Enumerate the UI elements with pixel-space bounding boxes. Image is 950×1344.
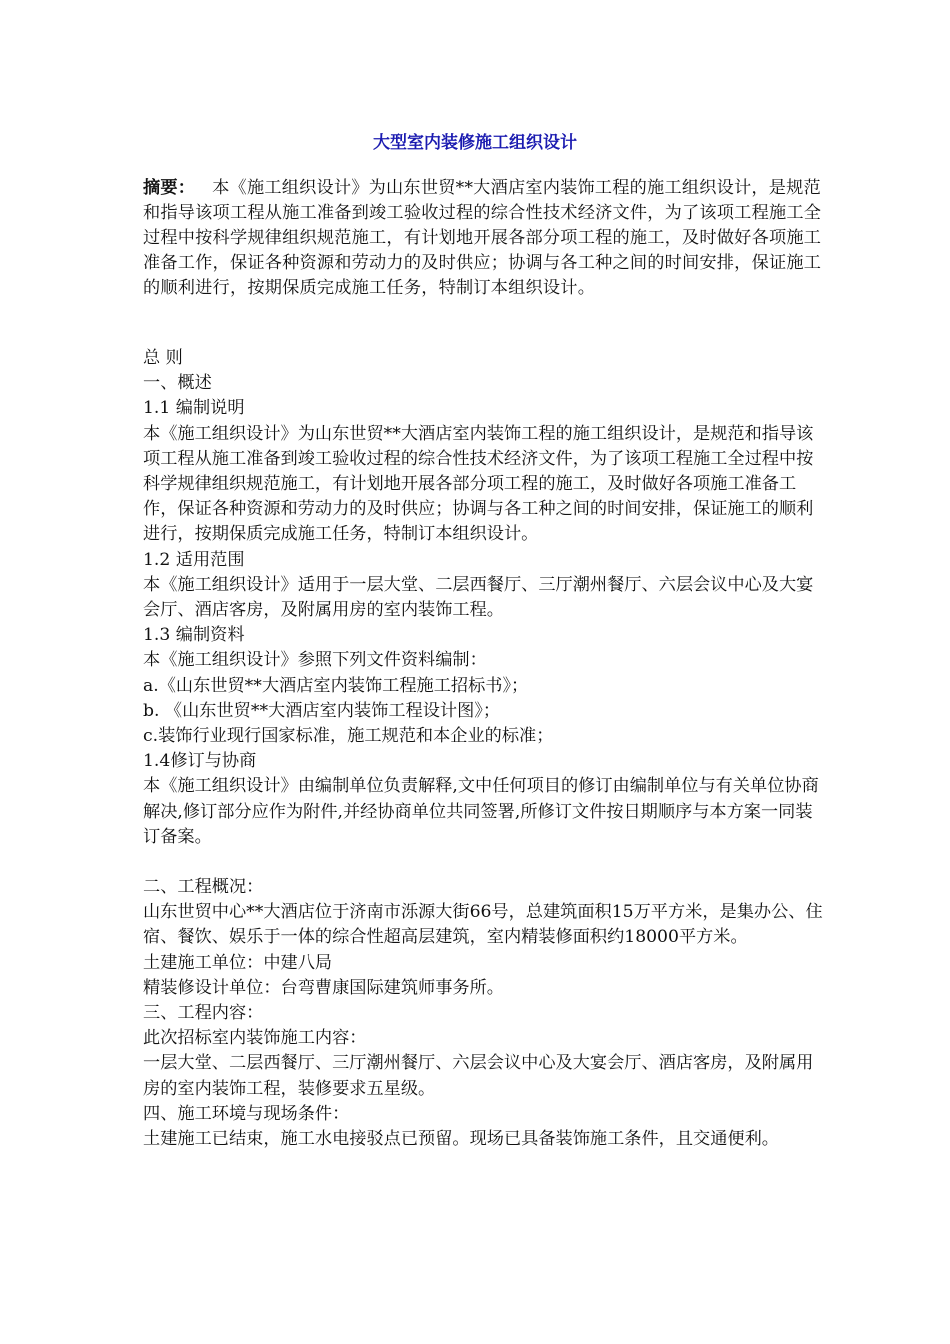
abstract-label: 摘要：	[143, 178, 196, 198]
section-1-3-heading: 1.3 编制资料	[143, 625, 245, 646]
section-1-2-heading: 1.2 适用范围	[143, 549, 245, 570]
section-3-text: 一层大堂、二层西餐厅、三厅潮州餐厅、六层会议中心及大宴会厅、酒店客房，及附属用房的室内装饰工程，装修要求五星级。	[143, 1053, 814, 1099]
general-heading: 总 则	[143, 348, 183, 368]
section-2-contractor: 土建施工单位：中建八局	[143, 952, 333, 973]
section-1-4-text: 本《施工组织设计》由编制单位负责解释,文中任何项目的修订由编制单位与有关单位协商解决,修订部分应作为附件,并经协商单位共同签署,所修订文件按日期顺序与本方案一同装订备案。	[143, 776, 819, 847]
reference-item-b: b. 《山东世贸**大酒店室内装饰工程设计图》；	[143, 700, 501, 721]
abstract-paragraph	[143, 176, 823, 301]
section-2-designer: 精装修设计单位：台弯曹康国际建筑师事务所。	[143, 977, 504, 998]
document-body	[143, 346, 823, 1152]
section-2-text: 山东世贸中心**大酒店位于济南市泺源大街66号，总建筑面积15万平方米，是集办公、住宿、餐饮、娱乐于一体的综合性超高层建筑，室内精装修面积约18000平方米。	[143, 902, 823, 948]
section-1-4-heading: 1.4修订与协商	[143, 751, 257, 772]
section-3-intro: 此次招标室内装饰施工内容：	[143, 1028, 367, 1049]
section-1-heading: 一、概述	[143, 373, 212, 394]
document-title: 大型室内装修施工组织设计	[373, 133, 577, 153]
section-4-text: 土建施工已结束，施工水电接驳点已预留。现场已具备装饰施工条件，且交通便利。	[143, 1129, 779, 1150]
section-1-1-heading: 1.1 编制说明	[143, 398, 245, 419]
section-4-heading: 四、施工环境与现场条件：	[143, 1103, 350, 1124]
section-1-2-text: 本《施工组织设计》适用于一层大堂、二层西餐厅、三厅潮州餐厅、六层会议中心及大宴会厅、酒店客房，及附属用房的室内装饰工程。	[143, 574, 814, 621]
section-2-heading: 二、工程概况：	[143, 877, 264, 898]
section-1-3-text: 本《施工组织设计》参照下列文件资料编制：	[143, 650, 487, 671]
abstract-text: 本《施工组织设计》为山东世贸**大酒店室内装饰工程的施工组织设计，是规范和指导该项工程从施工准备到竣工验收过程的综合性技术经济文件，为了该项工程施工全过程中按科学规律组织规范施工，有计划地开展各部分项工程的施工，及时做好各项施工准备工作，保证各种资源和劳动力的及时供应；协调与各工种之间的时间安排，保证施工的顺利进行，按期保质完成施工任务，特制订本组织设计。	[143, 178, 822, 298]
section-1-1-text: 本《施工组织设计》为山东世贸**大酒店室内装饰工程的施工组织设计，是规范和指导该项工程从施工准备到竣工验收过程的综合性技术经济文件，为了该项工程施工全过程中按科学规律组织规范施工，有计划地开展各部分项工程的施工，及时做好各项施工准备工作，保证各种资源和劳动力的及时供应；协调与各工种之间的时间安排，保证施工的顺利进行，按期保质完成施工任务，特制订本组织设计。	[143, 423, 814, 545]
reference-item-a: a.《山东世贸**大酒店室内装饰工程施工招标书》；	[143, 675, 529, 696]
paragraph-gap	[143, 850, 823, 875]
section-3-heading: 三、工程内容：	[143, 1003, 264, 1024]
reference-item-c: c.装饰行业现行国家标准，施工规范和本企业的标准；	[143, 726, 554, 747]
